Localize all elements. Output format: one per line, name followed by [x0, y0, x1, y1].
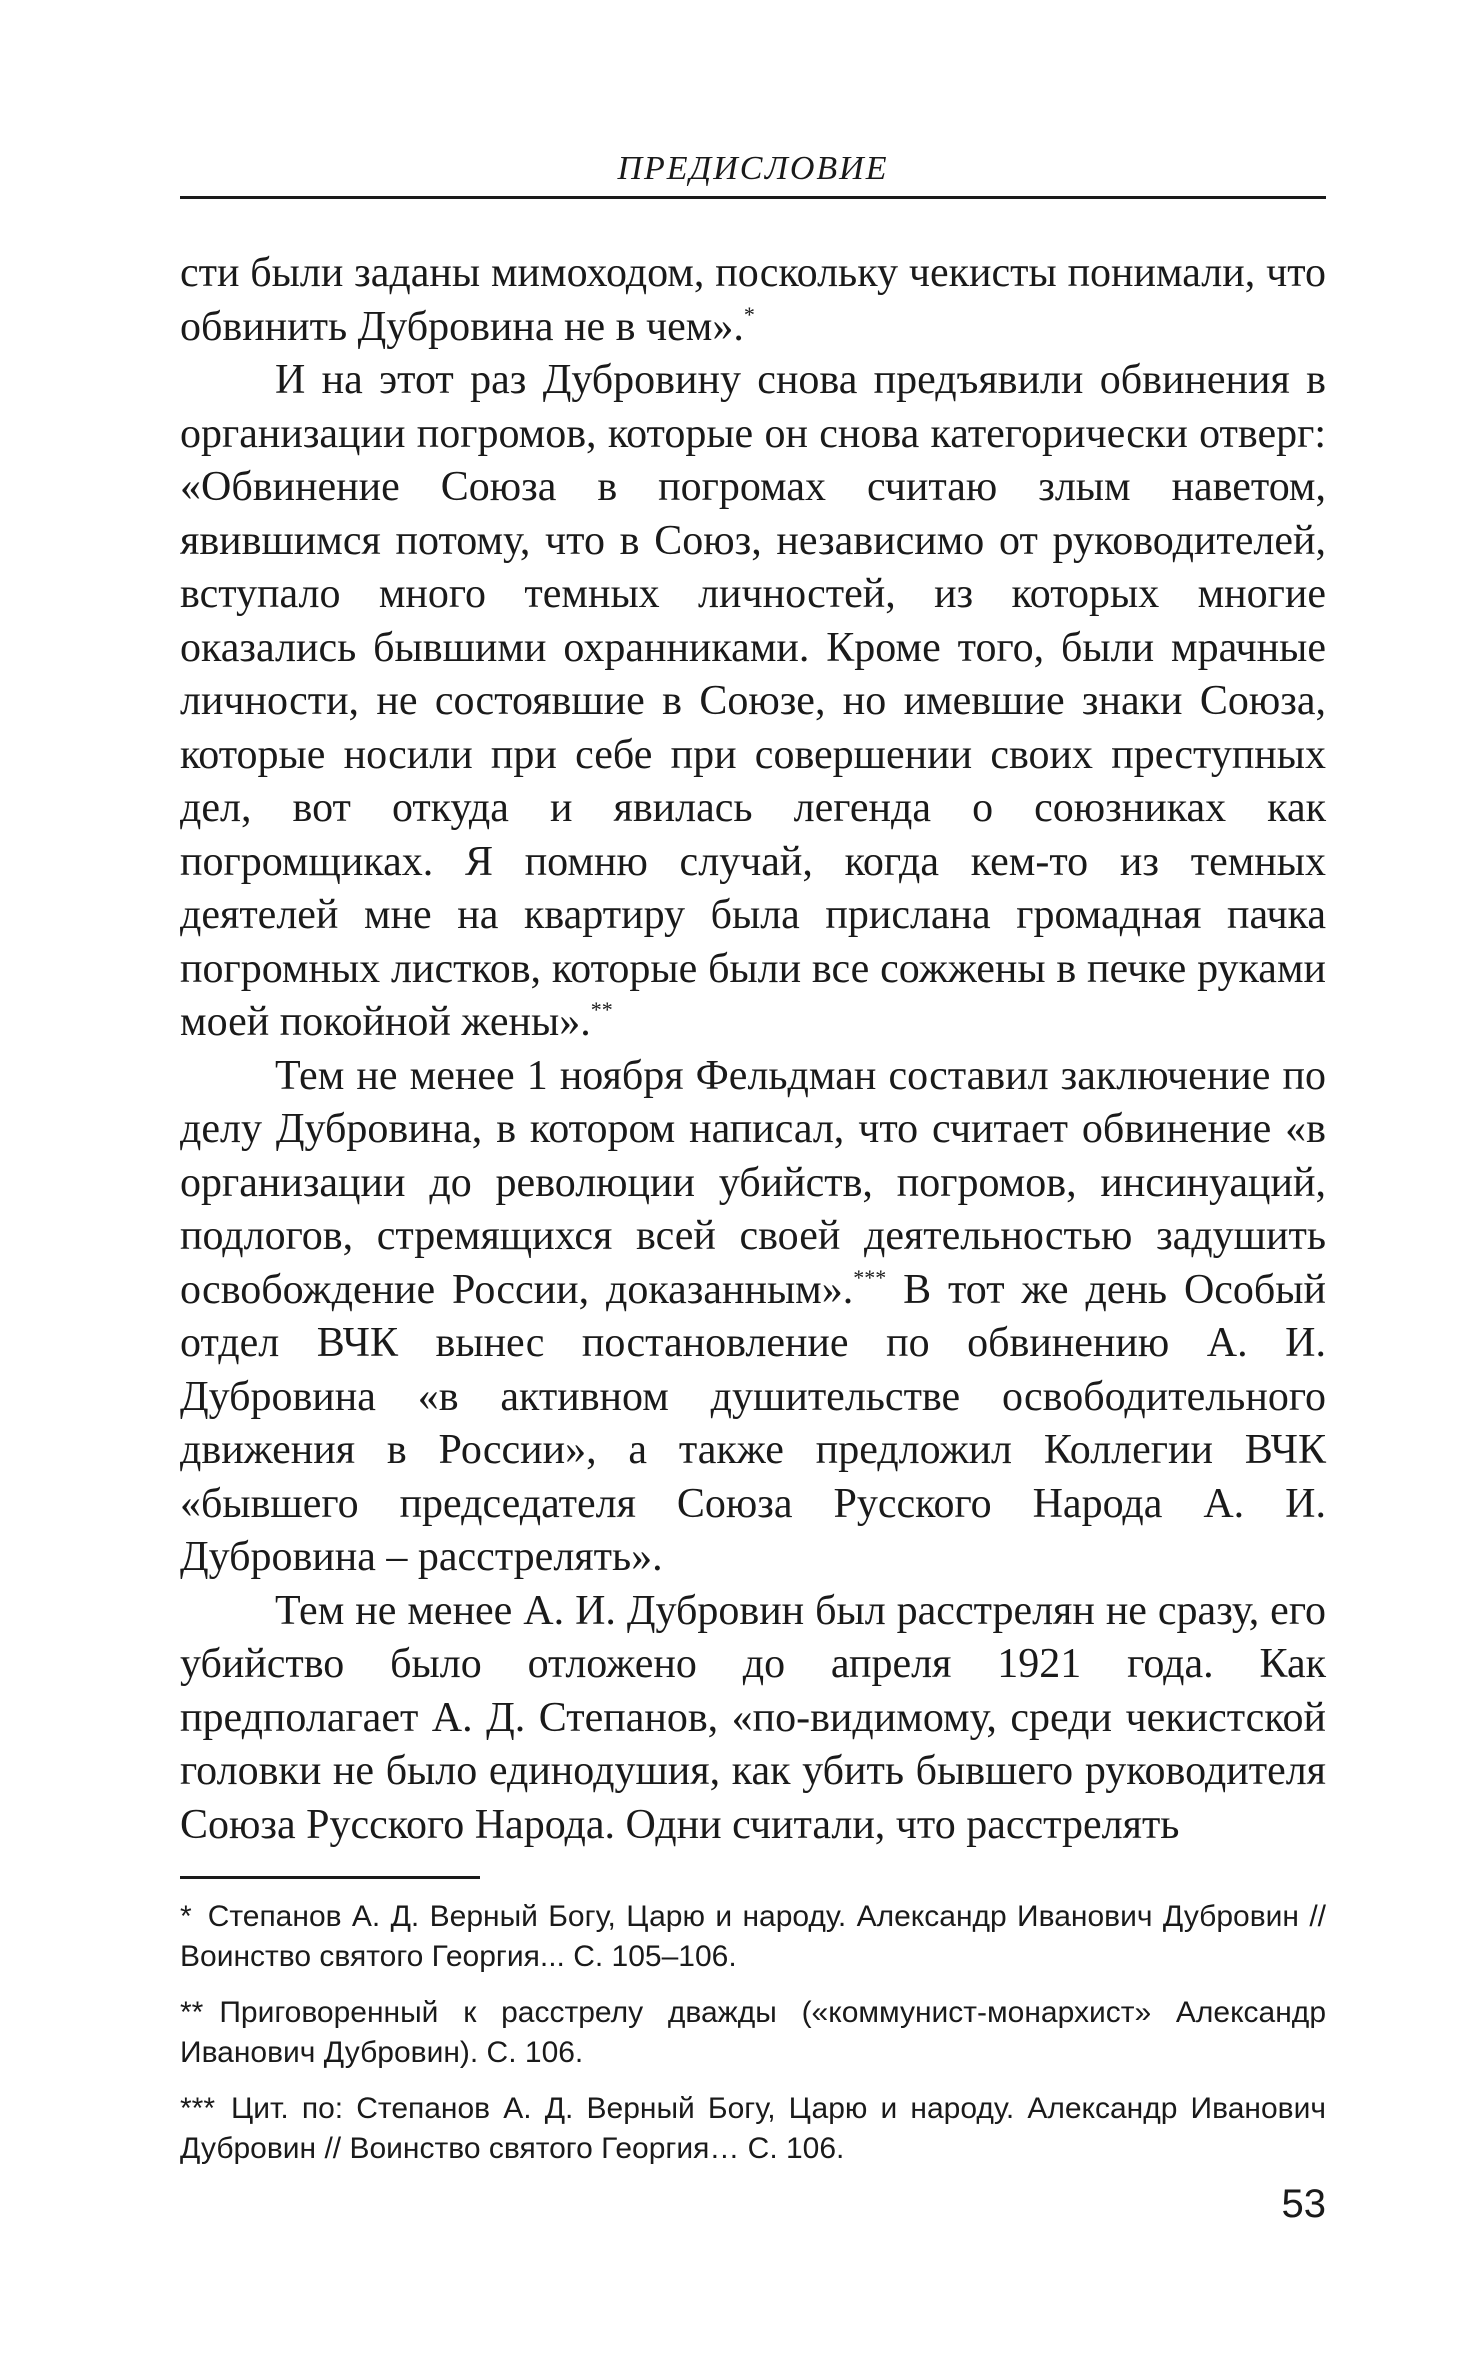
paragraph-4 — [180, 1585, 1326, 1853]
footnote-ref: * — [743, 301, 755, 327]
footnote-ref: *** — [853, 1264, 887, 1290]
footnote-separator — [180, 1876, 480, 1879]
footnote-2 — [180, 1993, 1326, 2073]
paragraph-2 — [180, 354, 1326, 1050]
footnote-text: Степанов А. Д. Верный Богу, Царю и народу. Александр Иванович Дубровин // Воинство святого Георгия... С. 105–106. — [180, 1900, 1326, 1973]
paragraph-text: сти были заданы мимоходом, поскольку чекисты понимали, что обвинить Дубровина не в чем». — [180, 250, 1326, 350]
footnote-mark: * — [180, 1900, 192, 1933]
footnote-ref: ** — [590, 997, 613, 1022]
footnote-3 — [180, 2089, 1326, 2169]
footnote-text: Цит. по: Степанов А. Д. Верный Богу, Царю и народу. Александр Иванович Дубровин // Воинство святого Георгия… С. 106. — [180, 2092, 1326, 2165]
paragraph-text: Тем не менее 1 ноября Фельдман составил заключение по делу Дубровина, в котором написал, что считает обвинение «в организации до революции убийств, погромов, инсинуаций, подлогов, стремящихся всей своей деятельностью задушить освобождение России, доказанным». — [180, 1052, 1326, 1313]
header-rule — [180, 196, 1326, 199]
footnotes — [180, 1897, 1326, 2185]
running-head: ПРЕДИСЛОВИЕ — [617, 150, 889, 187]
paragraph-text-continued: В тот же день Особый отдел ВЧК вынес постановление по обвинению А. И. Дубровина «в активном душительстве освободительного движения в России», а также предложил Коллегии ВЧК «бывшего председателя Союза Русского Народа А. И. Дубровина – расстрелять». — [180, 1266, 1326, 1580]
paragraph-text: И на этот раз Дубровину снова предъявили обвинения в организации погромов, которые он снова категорически отверг: «Обвинение Союза в погромах считаю злым наветом, явившимся потому, что в Союз, независимо от руководителей, вступало много темных личностей, из которых многие оказались бывшими охранниками. Кроме того, были мрачные личности, не состоявшие в Союзе, но имевшие знаки Союза, которые носили при себе при совершении своих преступных дел, вот откуда и явилась легенда о союзниках как погромщиках. Я помню случай, когда кем-то из темных деятелей мне на квартиру была прислана громадная пачка погромных листков, которые были все сожжены в печке руками моей покойной жены». — [180, 357, 1326, 1045]
page-number: 53 — [1281, 2182, 1326, 2226]
footnote-1 — [180, 1897, 1326, 1977]
paragraph-3 — [180, 1050, 1326, 1585]
paragraph-text: Тем не менее А. И. Дубровин был расстрелян не сразу, его убийство было отложено до апреля 1921 года. Как предполагает А. Д. Степанов, «по-видимому, среди чекистской головки не было единодушия, как убить бывшего руководителя Союза Русского Народа. Одни считали, что расстрелять — [180, 1587, 1326, 1848]
footnote-text: Приговоренный к расстрелу дважды («коммунист-монархист» Александр Иванович Дубровин). С. 106. — [180, 1996, 1326, 2069]
footnote-mark: ** — [180, 1996, 204, 2029]
footnote-mark: *** — [180, 2092, 216, 2125]
paragraph-1 — [180, 247, 1326, 354]
main-text — [180, 247, 1326, 1852]
